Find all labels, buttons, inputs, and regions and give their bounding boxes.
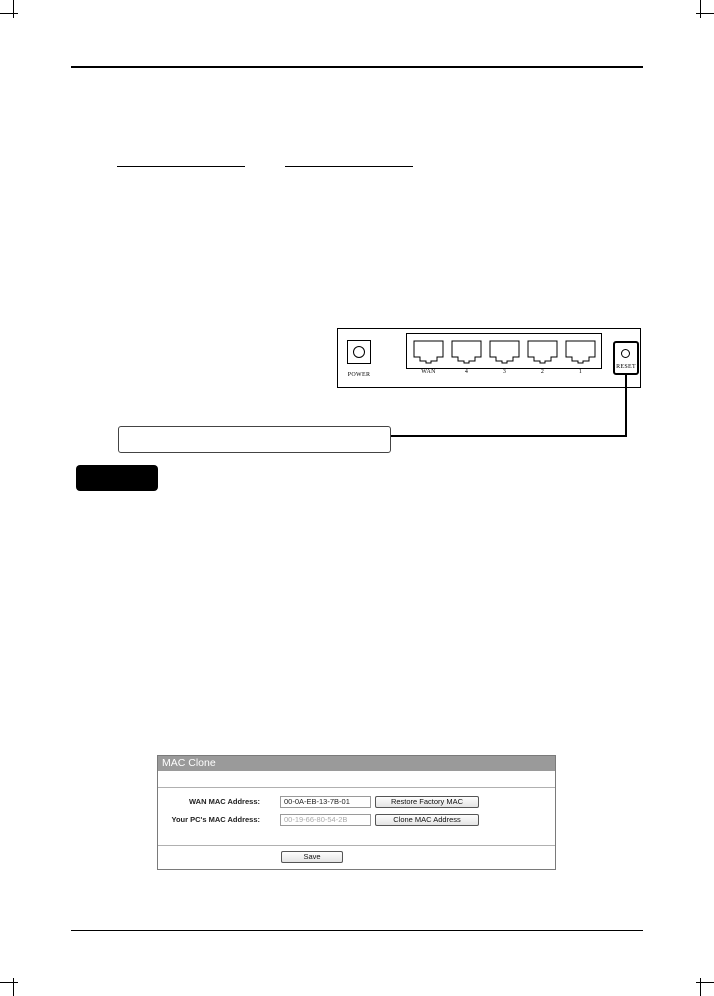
crop-mark-top-right-v [700,0,701,18]
mac-clone-panel [157,755,556,870]
footer-rule [71,930,643,931]
wan-mac-label: WAN MAC Address: [189,797,260,806]
reset-hole-icon [621,349,630,358]
blank-underline-1 [117,166,245,167]
mac-clone-divider-bottom [158,845,555,846]
clone-mac-address-button[interactable]: Clone MAC Address [375,814,479,826]
wan-mac-field[interactable]: 00-0A-EB-13-7B-01 [280,796,371,808]
port-label-1: 1 [578,369,583,375]
callout-line-horizontal [390,435,627,437]
power-jack-icon [347,340,371,364]
callout-line-vertical [625,375,627,437]
port-wan [413,340,444,364]
port-4 [451,340,482,364]
pc-mac-label: Your PC's MAC Address: [171,815,260,824]
port-label-wan: WAN [421,369,436,375]
crop-mark-bottom-right-v [700,978,701,996]
save-button[interactable]: Save [281,851,343,863]
reset-label: RESET [616,364,636,370]
blank-underline-2 [285,166,413,167]
crop-mark-bottom-left-h [0,982,18,983]
note-badge [76,465,158,491]
mac-clone-divider-top [158,787,555,788]
port-3 [489,340,520,364]
crop-mark-top-left-v [13,0,14,18]
mac-clone-title: MAC Clone [158,756,555,771]
crop-mark-bottom-right-h [696,982,714,983]
crop-mark-bottom-left-v [13,978,14,996]
port-1 [565,340,596,364]
power-label: POWER [347,372,371,378]
port-label-4: 4 [464,369,469,375]
pc-mac-field[interactable]: 00-19-66-80-54-2B [280,814,371,826]
crop-mark-top-right-h [696,13,714,14]
port-label-3: 3 [502,369,507,375]
port-2 [527,340,558,364]
callout-box [118,426,391,453]
restore-factory-mac-button[interactable]: Restore Factory MAC [375,796,479,808]
port-label-2: 2 [540,369,545,375]
header-rule [71,66,643,68]
crop-mark-top-left-h [0,13,18,14]
